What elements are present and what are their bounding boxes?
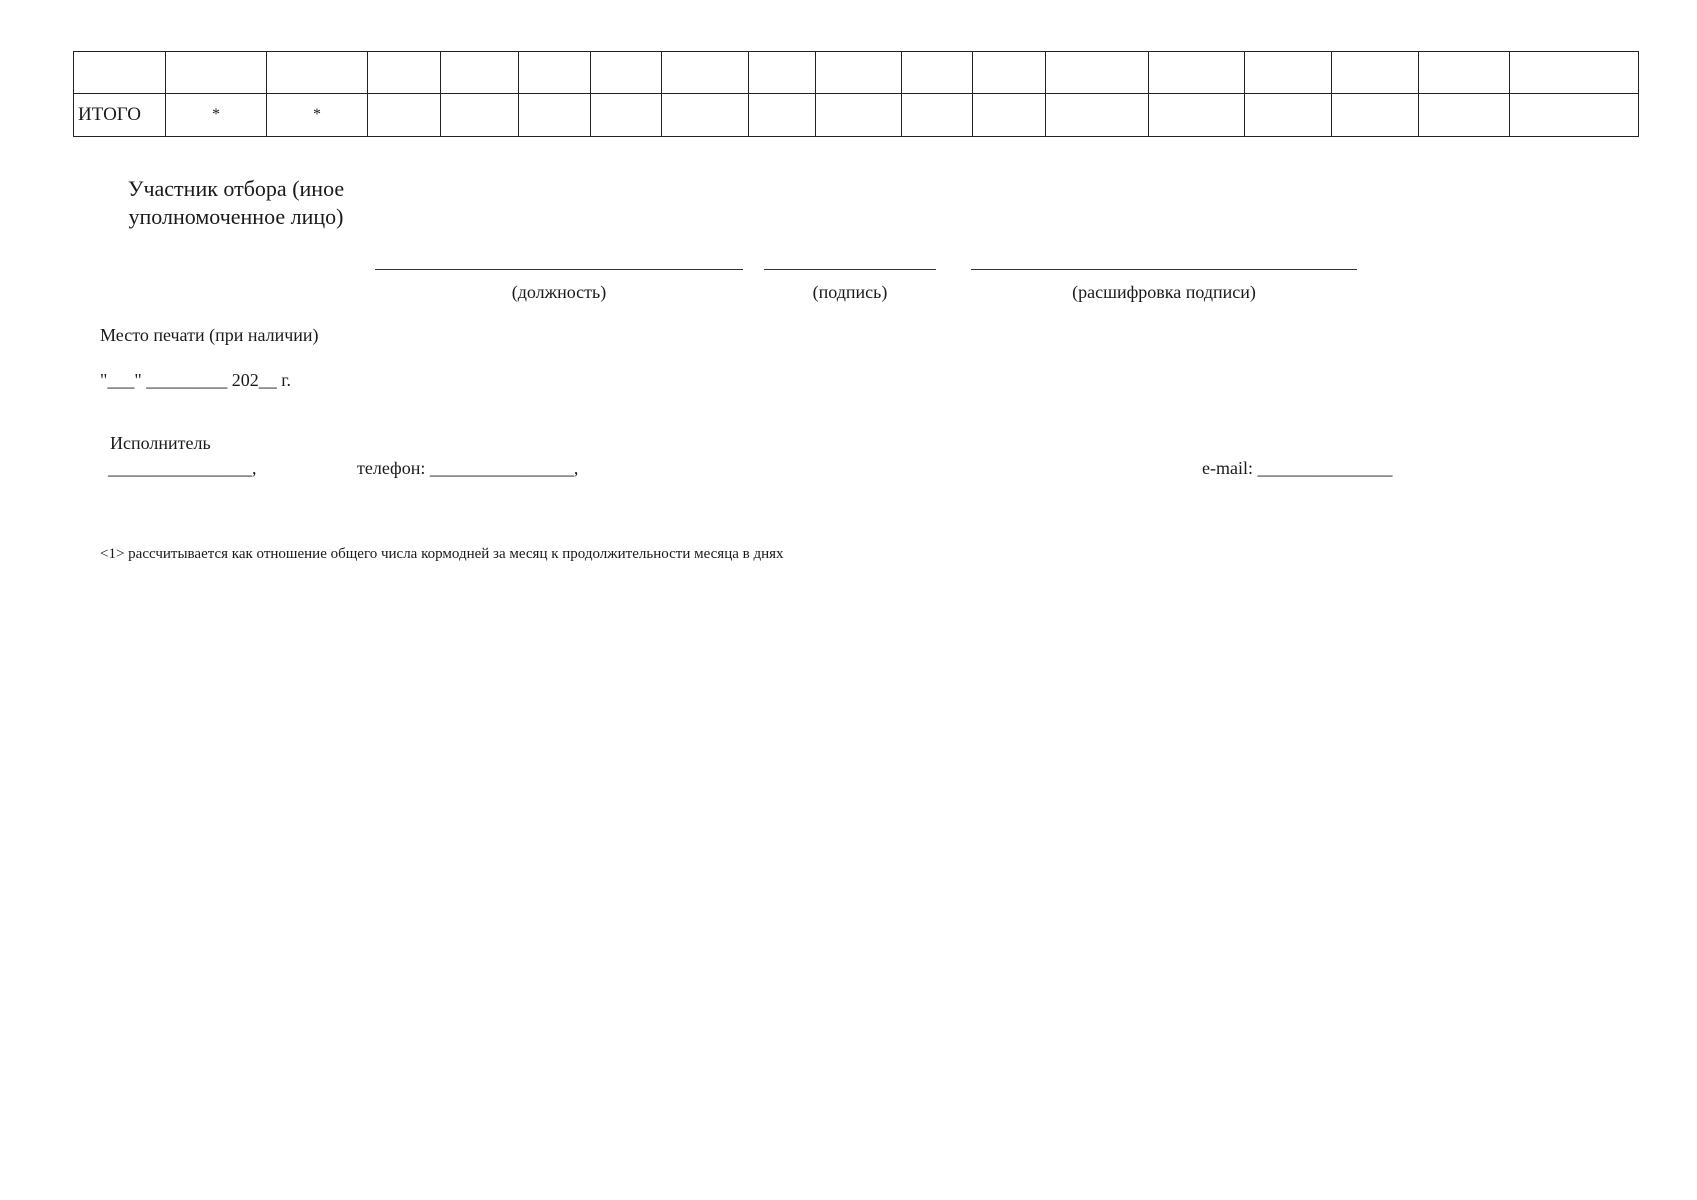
table-cell <box>1332 94 1419 137</box>
table-cell <box>1149 94 1245 137</box>
decoding-line <box>971 269 1357 270</box>
signature-line <box>764 269 936 270</box>
table-cell: * <box>267 94 368 137</box>
position-caption: (должность) <box>511 282 607 302</box>
table-cell <box>1510 52 1639 94</box>
table-cell <box>368 52 441 94</box>
table-cell <box>816 52 902 94</box>
stamp-label: Место печати (при наличии) <box>100 325 319 345</box>
table-cell <box>973 52 1046 94</box>
executor-blank: ________________, <box>108 458 257 478</box>
table-cell <box>662 52 749 94</box>
table-cell <box>973 94 1046 137</box>
table-cell <box>902 94 973 137</box>
table-cell <box>1245 52 1332 94</box>
table-cell <box>519 52 591 94</box>
table-cell <box>368 94 441 137</box>
participant-label: Участник отбора (иное уполномоченное лицо) <box>127 176 345 229</box>
total-label: ИТОГО <box>74 94 166 137</box>
decoding-caption: (расшифровка подписи) <box>1072 282 1256 302</box>
table-cell <box>816 94 902 137</box>
summary-table <box>73 51 1639 137</box>
table-cell <box>1419 94 1510 137</box>
table-cell <box>591 52 662 94</box>
signature-caption: (подпись) <box>812 282 888 302</box>
table-cell <box>519 94 591 137</box>
table-cell <box>749 52 816 94</box>
executor-label: Исполнитель <box>110 433 211 453</box>
table-cell <box>267 52 368 94</box>
table-cell <box>74 52 166 94</box>
table-cell <box>1510 94 1639 137</box>
table-cell <box>441 52 519 94</box>
table-cell <box>902 52 973 94</box>
table-cell <box>166 52 267 94</box>
table-row <box>74 52 1639 94</box>
table-cell <box>662 94 749 137</box>
date-line: "___" _________ 202__ г. <box>100 370 292 390</box>
phone-field: телефон: ________________, <box>357 458 579 478</box>
table-cell <box>441 94 519 137</box>
table-row-total <box>74 94 1639 137</box>
position-line <box>375 269 743 270</box>
footnote: <1> рассчитывается как отношение общего числа кормодней за месяц к продолжительности месяца в днях <box>100 546 784 562</box>
email-field: e-mail: _______________ <box>1202 458 1393 478</box>
table-cell <box>1245 94 1332 137</box>
table-cell <box>1332 52 1419 94</box>
table-cell <box>1149 52 1245 94</box>
table-cell <box>1046 52 1149 94</box>
table-cell <box>1046 94 1149 137</box>
table-cell: * <box>166 94 267 137</box>
table-cell <box>1419 52 1510 94</box>
table-cell <box>591 94 662 137</box>
table-cell <box>749 94 816 137</box>
